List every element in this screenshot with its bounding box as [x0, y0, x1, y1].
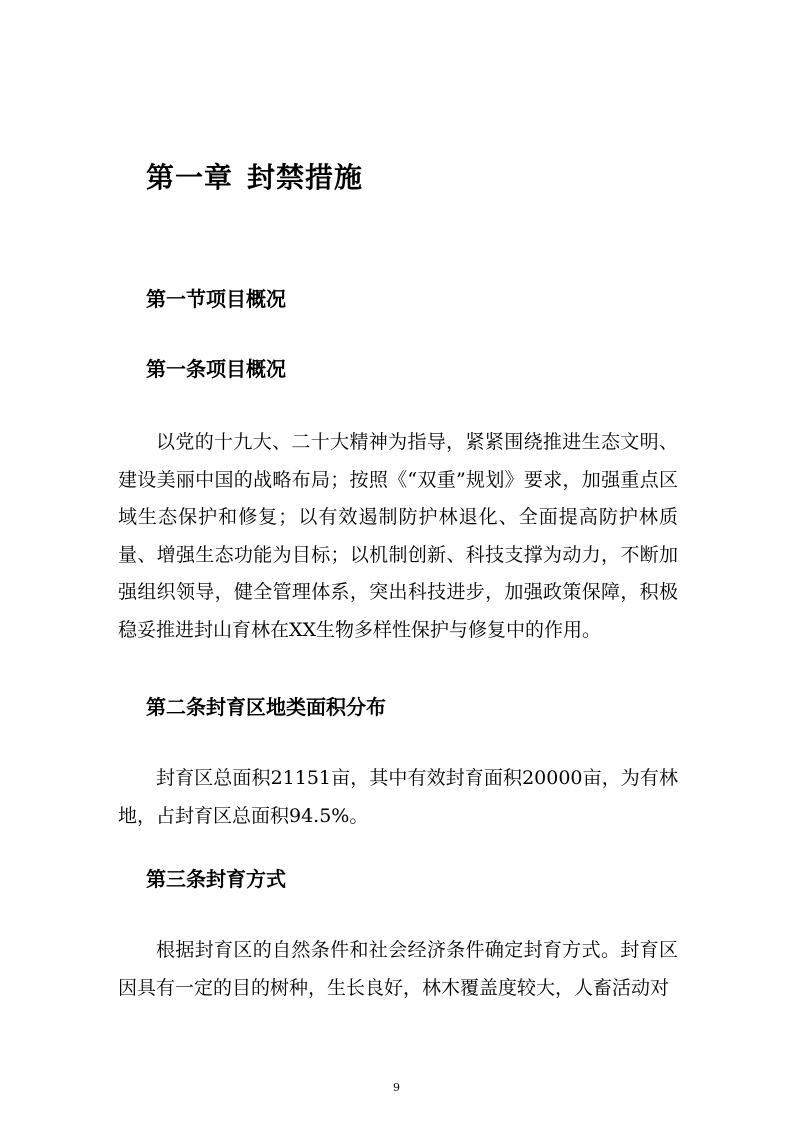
chapter-title — [146, 158, 363, 198]
article-3-body: 根据封育区的自然条件和社会经济条件确定封育方式。封育区因具有一定的目的树种，生长良好，林木覆盖度较大，人畜活动对 — [118, 939, 678, 999]
article-3-heading: 第三条封育方式 — [146, 867, 286, 891]
chapter-name: 封禁措施 — [247, 161, 364, 194]
article-1-heading: 第一条项目概况 — [146, 357, 286, 381]
article-1-body: 以党的十九大、二十大精神为指导，紧紧围绕推进生态文明、建设美丽中国的战略布局；按照《“双重”规划》要求，加强重点区域生态保护和修复；以有效遏制防护林退化、全面提高防护林质量、增强生态功能为目标；以机制创新、科技支撑为动力，不断加强组织领导，健全管理体系，突出科技进步，加强政策保障，积极稳妥推进封山育林在XX生物多样性保护与修复中的作用。 — [118, 431, 678, 641]
article-2-body: 封育区总面积21151亩，其中有效封育面积20000亩，为有林地，占封育区总面积94.5%。 — [118, 767, 678, 827]
chapter-number: 第一章 — [146, 161, 234, 194]
article-2-heading: 第二条封育区地类面积分布 — [146, 695, 386, 719]
section-title: 第一节项目概况 — [146, 287, 286, 311]
page-number: 9 — [393, 1081, 400, 1094]
